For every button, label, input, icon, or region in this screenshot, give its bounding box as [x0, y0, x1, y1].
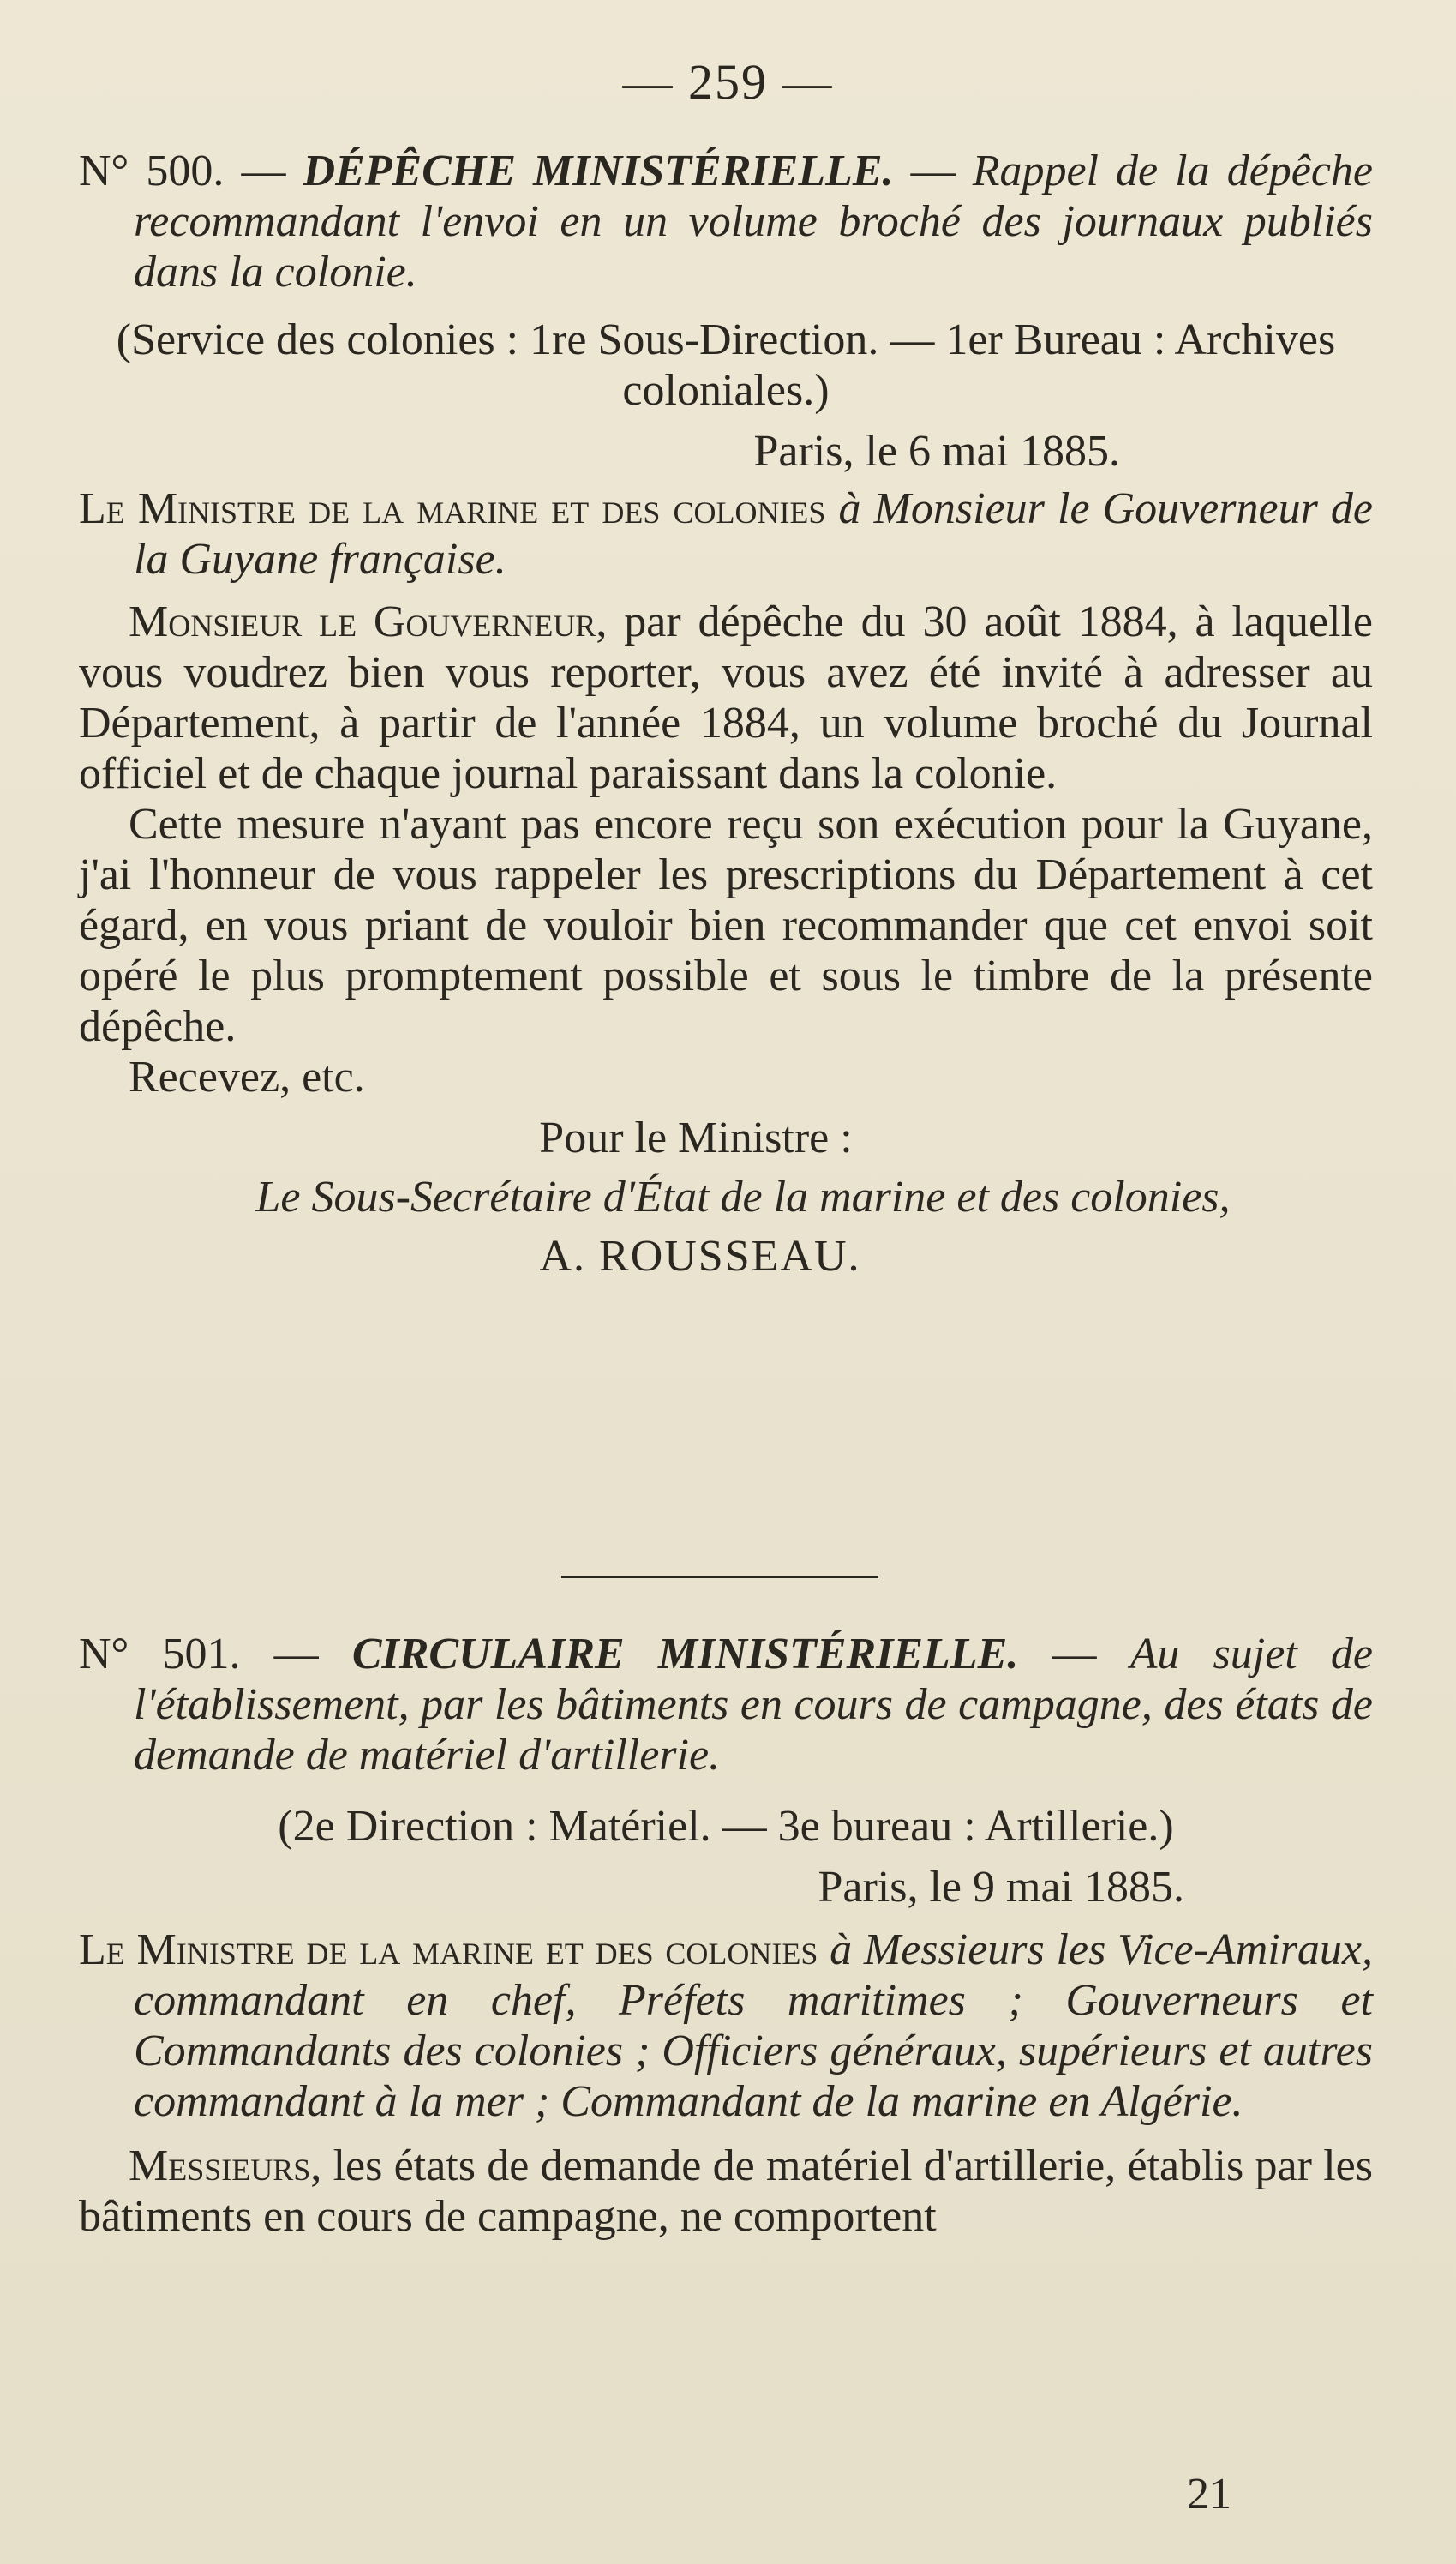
- addressee: [79, 1925, 1373, 2127]
- salutation: Monsieur le Gouverneur,: [129, 597, 608, 646]
- circular-501: [79, 1629, 1373, 2242]
- dispatch-subject: Rappel de la dépêche recommandant l'envoi en un volume broché des journaux publiés dans la colonie.: [134, 147, 1374, 297]
- circular-heading: N° 501. — CIRCULAIRE MINISTÉRIELLE. — Au sujet de l'établissement, par les bâtiments en cours de campagne, des états de demande de matériel d'artillerie.: [79, 1630, 1374, 1780]
- paragraph: [79, 2141, 1373, 2242]
- addressee-recipient: à Monsieur le Gouverneur de la Guyane française.: [134, 484, 1374, 584]
- service-line: (2e Direction : Matériel. — 3e bureau : Artillerie.): [278, 1802, 1174, 1851]
- paragraph: Cette mesure n'ayant pas encore reçu son exécution pour la Guyane, j'ai l'honneur de vous rappeler les prescriptions du Département à cet égard, en vous priant de vouloir bien recommander que cet envoi soit opéré le plus promptement possible et sous le timbre de la présente dépêche.: [79, 800, 1373, 1051]
- signatory-name: A. ROUSSEAU.: [539, 1232, 861, 1281]
- service-line: (Service des colonies : 1re Sous-Direction. — 1er Bureau : Archives coloniales.): [116, 315, 1336, 415]
- page-number: — 259 —: [622, 54, 834, 110]
- dispatch-number: N° 500.: [79, 147, 225, 195]
- circular-date: Paris, le 9 mai 1885.: [818, 1863, 1184, 1912]
- dispatch-500: [79, 146, 1373, 1282]
- circular-title: CIRCULAIRE MINISTÉRIELLE.: [351, 1630, 1019, 1678]
- addressee-sender: Le Ministre de la marine et des colonies: [79, 484, 826, 533]
- circular-number: N° 501.: [79, 1630, 241, 1678]
- closing: Recevez, etc.: [129, 1053, 365, 1102]
- dispatch-date: Paris, le 6 mai 1885.: [753, 427, 1120, 476]
- dispatch-title: DÉPÊCHE MINISTÉRIELLE.: [303, 147, 894, 195]
- addressee: [79, 483, 1373, 585]
- salutation: Messieurs,: [129, 2141, 322, 2190]
- paragraph-text: les états de demande de matériel d'artillerie, établis par les bâtiments en cours de campagne, ne comportent: [79, 2141, 1373, 2241]
- dispatch-heading: N° 500. — DÉPÊCHE MINISTÉRIELLE. — Rappel de la dépêche recommandant l'envoi en un volume broché des journaux publiés dans la colonie.: [79, 147, 1374, 297]
- separator-rule: [561, 1576, 878, 1578]
- paragraph-text: par dépêche du 30 août 1884, à laquelle vous voudrez bien vous reporter, vous avez été invité à adresser au Département, à partir de l'année 1884, un volume broché du Journal officiel et de chaque journal paraissant dans la colonie.: [79, 597, 1373, 798]
- addressee-recipient: à Messieurs les Vice-Amiraux, commandant en chef, Préfets maritimes ; Gouverneurs et Commandants des colonies ; Officiers généraux, supérieurs et autres commandant à la mer ; Commandant de la marine en Algérie.: [134, 1925, 1374, 2126]
- paragraph: [79, 597, 1373, 799]
- addressee-sender: Le Ministre de la marine et des colonies: [79, 1925, 818, 1974]
- for-minister: Pour le Ministre :: [539, 1114, 853, 1162]
- signature-mark: 21: [1187, 2470, 1231, 2519]
- circular-subject: Au sujet de l'établissement, par les bâtiments en cours de campagne, des états de demande de matériel d'artillerie.: [134, 1630, 1374, 1780]
- signatory-title: Le Sous-Secrétaire d'État de la marine et des colonies,: [255, 1173, 1231, 1222]
